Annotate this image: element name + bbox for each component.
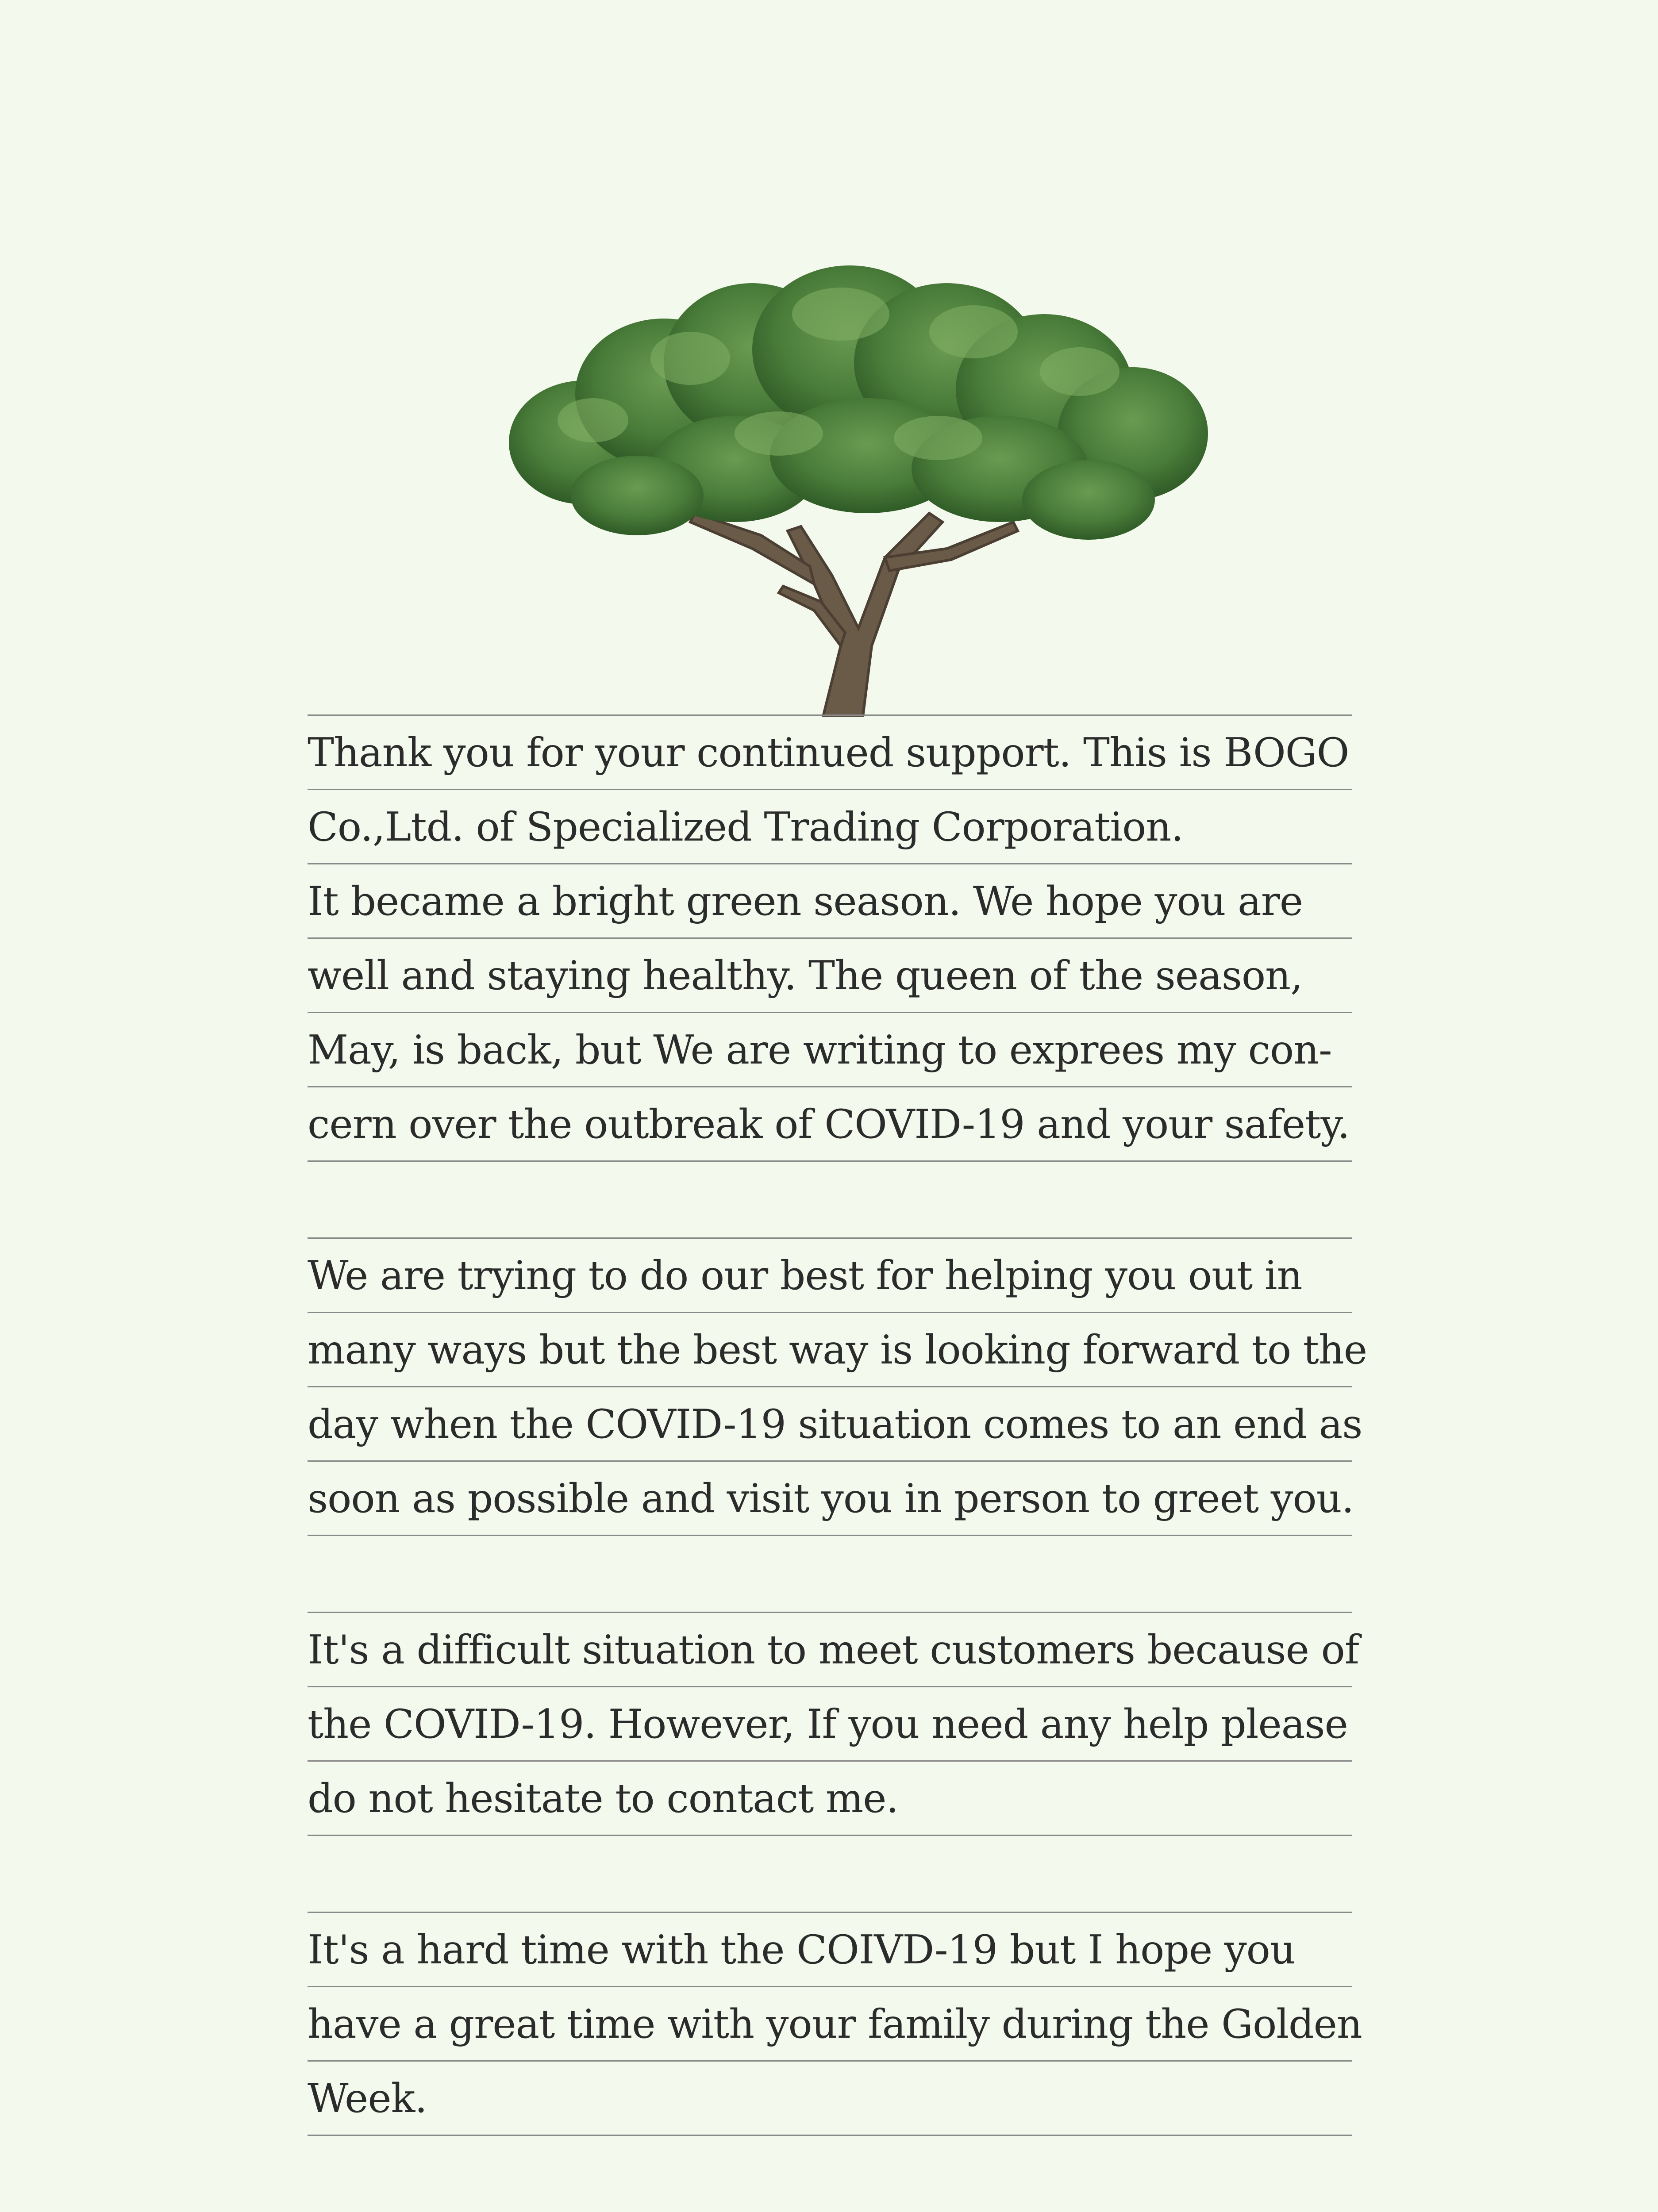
paragraph-closing [308, 1912, 1362, 2136]
letter-line: do not hesitate to contact me. [308, 1762, 1352, 1836]
letter-line: It's a difficult situation to meet customers because of [308, 1613, 1352, 1687]
paragraph-contact [308, 1612, 1359, 1836]
letter-line: soon as possible and visit you in person to greet you. [308, 1462, 1352, 1536]
letter-line: have a great time with your family during the Golden [308, 1987, 1352, 2062]
tree-image [504, 248, 1212, 717]
paragraph-greeting [308, 714, 1352, 1162]
letter-line: cern over the outbreak of COVID-19 and your safety. [308, 1087, 1352, 1162]
letter-line: Co.,Ltd. of Specialized Trading Corporation. [308, 790, 1352, 864]
letter-line: well and staying healthy. The queen of the season, [308, 939, 1352, 1013]
paragraph-help [308, 1237, 1367, 1536]
letter-line: May, is back, but We are writing to exprees my con- [308, 1013, 1352, 1087]
letter-line: many ways but the best way is looking forward to the [308, 1313, 1352, 1387]
letter-line: It's a hard time with the COIVD-19 but I hope you [308, 1913, 1352, 1987]
letter-line: Thank you for your continued support. This is BOGO [308, 716, 1352, 790]
letter-line: Week. [308, 2062, 1352, 2136]
letter-line: the COVID-19. However, If you need any help please [308, 1687, 1352, 1762]
letter-line: day when the COVID-19 situation comes to an end as [308, 1387, 1352, 1462]
letter-body [308, 714, 1367, 2136]
letter-line: It became a bright green season. We hope you are [308, 864, 1352, 939]
letter-line: We are trying to do our best for helping you out in [308, 1239, 1352, 1313]
